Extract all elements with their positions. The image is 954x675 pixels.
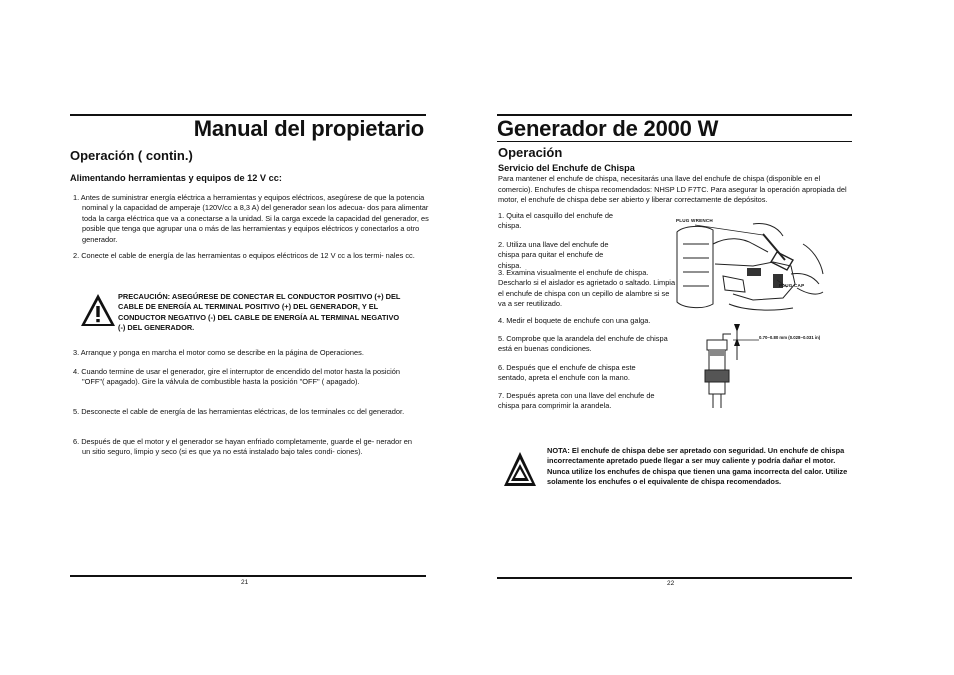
step-1: 1. Quita el casquillo del enchufe de chispa. bbox=[498, 211, 614, 231]
caution-text: PRECAUCIÓN: ASEGÚRESE DE CONECTAR EL CONDUCTOR POSITIVO (+) DEL CABLE DE ENERGÍA AL TERMINAL POSITIVO (+) DEL GENERADOR, Y EL CONDUCTOR NEGATIVO (-) DEL CABLE DE ENERGÍA AL TERMINAL NEGATIVO (-) DEL GENERADOR. bbox=[118, 292, 401, 332]
list-item-5: 5. Desconecte el cable de energía de las herramientas eléctricas, de los terminales cc del generador. bbox=[73, 407, 405, 416]
left-page bbox=[70, 0, 429, 675]
plug-wrench-drawing bbox=[673, 214, 833, 316]
list-item-1: 1. Antes de suministrar energía eléctrica a herramientas y equipos eléctricos, asegúrese de que la potencia nominal y la capacidad de amperaje (120V/cc a 8,3 A) del generador sean los adecua- dos para alimentar toda la carga eléctrica que va a conectarse a la unidad. Si la carga excede la capacidad del generador, es posible que tenga que agrupar una o más de las herramientas y equipos eléctricos y conectarlos a otro generador. bbox=[73, 193, 429, 244]
warning-icon bbox=[503, 451, 537, 487]
page-title: Manual del propietario bbox=[193, 116, 424, 141]
page-number: 21 bbox=[241, 579, 249, 586]
page-title: Generador de 2000 W bbox=[497, 116, 719, 141]
subheading: Servicio del Enchufe de Chispa bbox=[498, 163, 635, 173]
list-item-4: 4. Cuando termine de usar el generador, gire el interruptor de encendido del motor hasta la posición "OFF"( apagado). Gire la válvula de combustible hasta la posición "OFF" ( apagado). bbox=[73, 367, 401, 387]
step-5: 5. Comprobe que la arandela del enchufe de chispa está en buenas condiciones. bbox=[498, 334, 668, 354]
list-item-2: 2. Conecte el cable de energía de las herramientas o equipos eléctricos de 12 V cc a los termi- nales cc. bbox=[73, 251, 415, 260]
step-4: 4. Medir el boquete de enchufe con una galga. bbox=[498, 316, 651, 325]
plug-wrench-label: PLUG WRENCH bbox=[676, 218, 713, 223]
spark-plug-drawing bbox=[701, 320, 851, 410]
list-item-3: 3. Arranque y ponga en marcha el motor como se describe en la página de Operaciones. bbox=[73, 348, 364, 357]
plug-wrench-illustration bbox=[673, 214, 833, 316]
step-3: 3. Examina visualmente el enchufe de chispa. Descharlo si el aislador es agrietado o saltado. Limpia el enchufe de chispa con un cepillo de alambre si se va a ser reutilizado. bbox=[498, 268, 676, 309]
note-text: NOTA: El enchufe de chispa debe ser apretado con seguridad. Un enchufe de chispa incorrectamente apretado puede llegar a ser muy caliente y podría dañar el motor. Nunca utilize los enchufes de chispa que tienen una gama incorrecta del calor. Utilize solamente los enchufes o el equivalente de chispa recomendados. bbox=[547, 446, 848, 486]
plug-cap-label: PLUG CAP bbox=[779, 283, 805, 288]
title-underline bbox=[497, 141, 852, 142]
footer-rule bbox=[497, 577, 852, 579]
spark-plug-gap-illustration bbox=[701, 320, 851, 410]
section-title: Operación bbox=[498, 145, 563, 160]
section-title: Operación ( contin.) bbox=[70, 148, 193, 163]
list-item-6: 6. Después de que el motor y el generador se hayan enfriado completamente, guarde el ge- nerador en un sitio seguro, limpio y seco (si es que ya no está instalado bajo tales condi- ciones). bbox=[73, 437, 412, 457]
page-number: 22 bbox=[667, 580, 675, 587]
gap-spec-label: 0.70~0.80 mm (0.028~0.031 in) bbox=[759, 335, 821, 340]
right-page bbox=[497, 0, 852, 675]
subheading: Alimentando herramientas y equipos de 12 V cc: bbox=[70, 173, 282, 183]
step-6: 6. Después que el enchufe de chispa este sentado, apreta el enchufe con la mano. bbox=[498, 363, 636, 383]
intro-paragraph: Para mantener el enchufe de chispa, necesitarás una llave del enchufe de chispa (disponible en el comercio). Enchufes de chispa recomendados: NHSP LD F7TC. Para asegurar la operación apropiada del motor, el enchufe de chispa debe ser abierto y liberar correctamente de depósitos. bbox=[498, 174, 847, 205]
warning-icon bbox=[80, 293, 116, 327]
footer-rule bbox=[70, 575, 426, 577]
step-2: 2. Utiliza una llave del enchufe de chispa para quitar el enchufe de chispa. bbox=[498, 240, 609, 270]
step-7: 7. Después apreta con una llave del enchufe de chispa para comprimir la arandela. bbox=[498, 391, 655, 411]
